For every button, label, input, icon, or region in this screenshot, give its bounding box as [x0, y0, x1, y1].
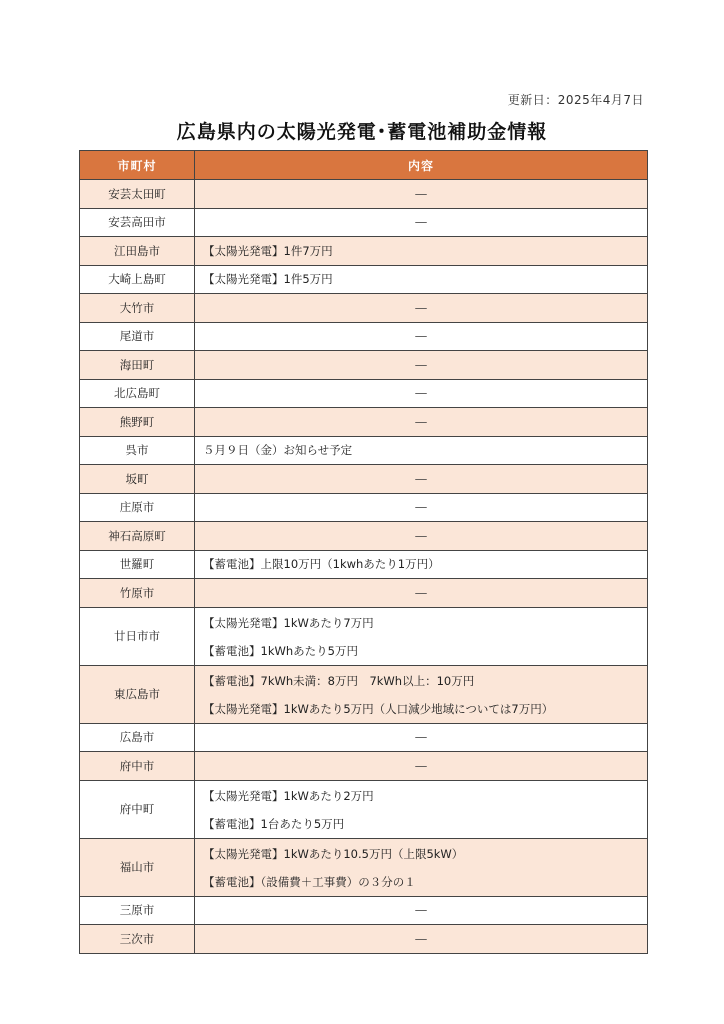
- table-row: [80, 665, 648, 723]
- content-line: 【蓄電池】1台あたり5万円: [203, 816, 345, 831]
- table-row: [80, 436, 648, 465]
- table-row: [80, 379, 648, 408]
- table-row: [80, 294, 648, 323]
- content-cell: ―: [195, 493, 648, 522]
- municipality-cell: 神石高原町: [80, 522, 195, 551]
- table-row: [80, 351, 648, 380]
- subsidy-table: [79, 150, 648, 954]
- content-line: 【太陽光発電】1kWあたり10.5万円（上限5kW）: [203, 846, 464, 861]
- table-row: [80, 780, 648, 838]
- table-row: [80, 896, 648, 925]
- content-cell: ―: [195, 294, 648, 323]
- municipality-cell: 坂町: [80, 465, 195, 494]
- table-row: [80, 465, 648, 494]
- content-line: 【蓄電池】7kWh未満：8万円 7kWh以上：10万円: [203, 673, 475, 688]
- content-cell: [195, 665, 648, 723]
- content-cell: ―: [195, 752, 648, 781]
- municipality-cell: 府中市: [80, 752, 195, 781]
- municipality-cell: 大竹市: [80, 294, 195, 323]
- table-row: [80, 208, 648, 237]
- municipality-cell: 北広島町: [80, 379, 195, 408]
- municipality-cell: 海田町: [80, 351, 195, 380]
- content-cell: ―: [195, 408, 648, 437]
- content-cell: ―: [195, 465, 648, 494]
- table-row: [80, 322, 648, 351]
- table-row: [80, 408, 648, 437]
- municipality-cell: 三次市: [80, 925, 195, 954]
- municipality-cell: 福山市: [80, 838, 195, 896]
- content-cell: 【太陽光発電】1件7万円: [195, 237, 648, 266]
- municipality-cell: 呉市: [80, 436, 195, 465]
- municipality-cell: 竹原市: [80, 579, 195, 608]
- table-row: [80, 493, 648, 522]
- table-row: [80, 237, 648, 266]
- content-cell: ―: [195, 896, 648, 925]
- content-cell: 【蓄電池】上限10万円（1kwhあたり1万円）: [195, 550, 648, 579]
- table-row: [80, 550, 648, 579]
- municipality-cell: 庄原市: [80, 493, 195, 522]
- content-cell: ―: [195, 379, 648, 408]
- municipality-cell: 江田島市: [80, 237, 195, 266]
- page-title: 広島県内の太陽光発電･蓄電池補助金情報: [176, 121, 548, 143]
- content-cell: ―: [195, 322, 648, 351]
- content-line: 【太陽光発電】1kWあたり7万円: [203, 615, 374, 630]
- update-date: 更新日：2025年4月7日: [507, 93, 644, 107]
- content-cell: [195, 607, 648, 665]
- municipality-cell: 広島市: [80, 723, 195, 752]
- content-cell: ―: [195, 351, 648, 380]
- table-row: [80, 925, 648, 954]
- content-line: 【太陽光発電】1kWあたり2万円: [203, 788, 374, 803]
- content-cell: ５月９日（金）お知らせ予定: [195, 436, 648, 465]
- municipality-cell: 大崎上島町: [80, 265, 195, 294]
- content-line: 【太陽光発電】1kWあたり5万円（人口減少地域については7万円）: [203, 701, 554, 716]
- municipality-cell: 府中町: [80, 780, 195, 838]
- column-header-municipality: 市町村: [80, 151, 195, 180]
- table-row: [80, 180, 648, 209]
- table-row: [80, 579, 648, 608]
- content-cell: ―: [195, 579, 648, 608]
- table-header: [80, 151, 648, 180]
- content-cell: ―: [195, 208, 648, 237]
- municipality-cell: 世羅町: [80, 550, 195, 579]
- municipality-cell: 尾道市: [80, 322, 195, 351]
- table-row: [80, 752, 648, 781]
- content-cell: ―: [195, 723, 648, 752]
- content-cell: [195, 838, 648, 896]
- table-row: [80, 607, 648, 665]
- municipality-cell: 安芸高田市: [80, 208, 195, 237]
- table-row: [80, 265, 648, 294]
- column-header-content: 内容: [195, 151, 648, 180]
- table-body: [80, 180, 648, 954]
- content-line: 【蓄電池】1kWhあたり5万円: [203, 643, 358, 658]
- municipality-cell: 廿日市市: [80, 607, 195, 665]
- table-row: [80, 522, 648, 551]
- content-cell: ―: [195, 522, 648, 551]
- content-cell: ―: [195, 925, 648, 954]
- municipality-cell: 東広島市: [80, 665, 195, 723]
- municipality-cell: 熊野町: [80, 408, 195, 437]
- content-line: 【蓄電池】（設備費＋工事費）の３分の１: [203, 874, 416, 889]
- content-cell: ―: [195, 180, 648, 209]
- content-cell: [195, 780, 648, 838]
- content-cell: 【太陽光発電】1件5万円: [195, 265, 648, 294]
- table-row: [80, 723, 648, 752]
- table-row: [80, 838, 648, 896]
- municipality-cell: 安芸太田町: [80, 180, 195, 209]
- municipality-cell: 三原市: [80, 896, 195, 925]
